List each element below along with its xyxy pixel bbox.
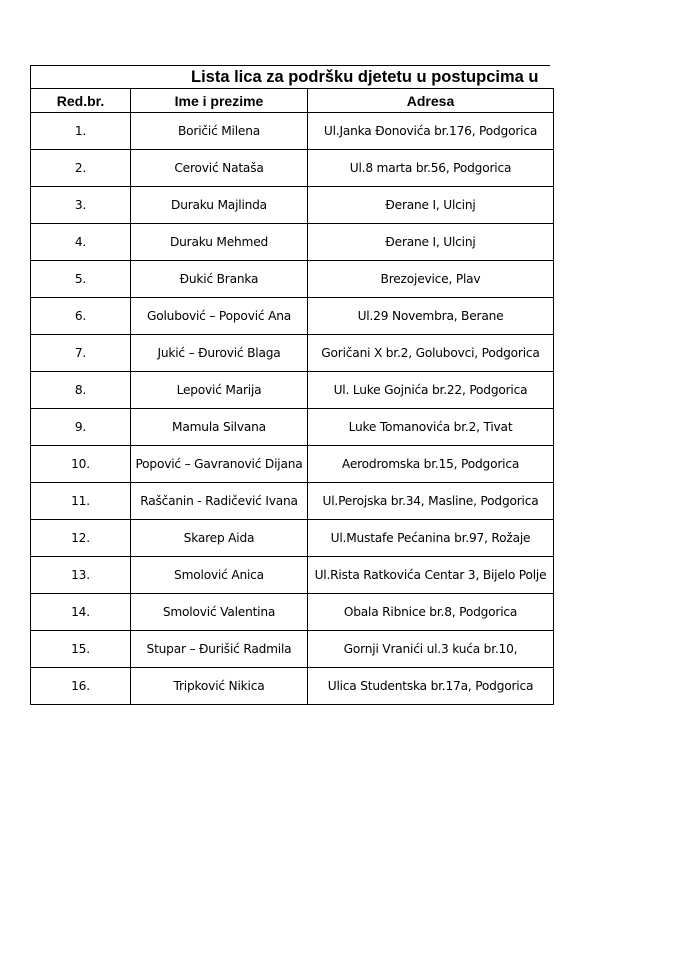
- row-number: 10.: [31, 446, 131, 483]
- row-address: Ul.Janka Đonovića br.176, Podgorica: [308, 113, 554, 150]
- row-address: Aerodromska br.15, Podgorica: [308, 446, 554, 483]
- header-number: Red.br.: [31, 89, 131, 113]
- row-name: Đukić Branka: [131, 261, 308, 298]
- table-row: [31, 631, 554, 668]
- persons-table: [30, 88, 554, 705]
- table-row: [31, 594, 554, 631]
- table-row: [31, 557, 554, 594]
- row-address: Ul. Luke Gojnića br.22, Podgorica: [308, 372, 554, 409]
- row-name: Duraku Majlinda: [131, 187, 308, 224]
- document-title: Lista lica za podršku djetetu u postupcima u: [191, 68, 539, 86]
- row-number: 9.: [31, 409, 131, 446]
- table-row: [31, 520, 554, 557]
- table-row: [31, 187, 554, 224]
- row-number: 3.: [31, 187, 131, 224]
- row-address: Ul.29 Novembra, Berane: [308, 298, 554, 335]
- row-address: Luke Tomanovića br.2, Tivat: [308, 409, 554, 446]
- row-name: Mamula Silvana: [131, 409, 308, 446]
- row-address: Ul.Perojska br.34, Masline, Podgorica: [308, 483, 554, 520]
- row-name: Boričić Milena: [131, 113, 308, 150]
- row-name: Duraku Mehmed: [131, 224, 308, 261]
- row-address: Obala Ribnice br.8, Podgorica: [308, 594, 554, 631]
- row-number: 13.: [31, 557, 131, 594]
- row-address: Brezojevice, Plav: [308, 261, 554, 298]
- table-row: [31, 224, 554, 261]
- row-number: 4.: [31, 224, 131, 261]
- table-row: [31, 409, 554, 446]
- table-header-row: [31, 89, 554, 113]
- row-name: Popović – Gavranović Dijana: [131, 446, 308, 483]
- row-address: Gornji Vranići ul.3 kuća br.10,: [308, 631, 554, 668]
- table-row: [31, 113, 554, 150]
- row-number: 1.: [31, 113, 131, 150]
- row-address: Đerane I, Ulcinj: [308, 224, 554, 261]
- row-name: Stupar – Đurišić Radmila: [131, 631, 308, 668]
- table-row: [31, 668, 554, 705]
- row-name: Cerović Nataša: [131, 150, 308, 187]
- row-name: Tripković Nikica: [131, 668, 308, 705]
- document-sheet: [30, 65, 550, 705]
- row-number: 16.: [31, 668, 131, 705]
- row-address: Ul.Mustafe Pećanina br.97, Rožaje: [308, 520, 554, 557]
- title-row: [30, 65, 550, 88]
- row-name: Jukić – Đurović Blaga: [131, 335, 308, 372]
- row-address: Goričani X br.2, Golubovci, Podgorica: [308, 335, 554, 372]
- table-row: [31, 298, 554, 335]
- row-name: Smolović Anica: [131, 557, 308, 594]
- row-number: 7.: [31, 335, 131, 372]
- row-address: Ulica Studentska br.17a, Podgorica: [308, 668, 554, 705]
- row-address: Đerane I, Ulcinj: [308, 187, 554, 224]
- row-name: Skarep Aida: [131, 520, 308, 557]
- table-row: [31, 446, 554, 483]
- table-row: [31, 335, 554, 372]
- row-number: 14.: [31, 594, 131, 631]
- row-number: 11.: [31, 483, 131, 520]
- row-number: 12.: [31, 520, 131, 557]
- row-number: 8.: [31, 372, 131, 409]
- row-name: Lepović Marija: [131, 372, 308, 409]
- row-number: 15.: [31, 631, 131, 668]
- row-address: Ul.Rista Ratkovića Centar 3, Bijelo Polje: [308, 557, 554, 594]
- row-number: 6.: [31, 298, 131, 335]
- header-name: Ime i prezime: [131, 89, 308, 113]
- table-row: [31, 261, 554, 298]
- table-row: [31, 150, 554, 187]
- row-number: 2.: [31, 150, 131, 187]
- row-name: Golubović – Popović Ana: [131, 298, 308, 335]
- row-name: Raščanin - Radičević Ivana: [131, 483, 308, 520]
- row-number: 5.: [31, 261, 131, 298]
- row-name: Smolović Valentina: [131, 594, 308, 631]
- table-row: [31, 483, 554, 520]
- header-address: Adresa: [308, 89, 554, 113]
- row-address: Ul.8 marta br.56, Podgorica: [308, 150, 554, 187]
- table-row: [31, 372, 554, 409]
- table-body: [31, 113, 554, 705]
